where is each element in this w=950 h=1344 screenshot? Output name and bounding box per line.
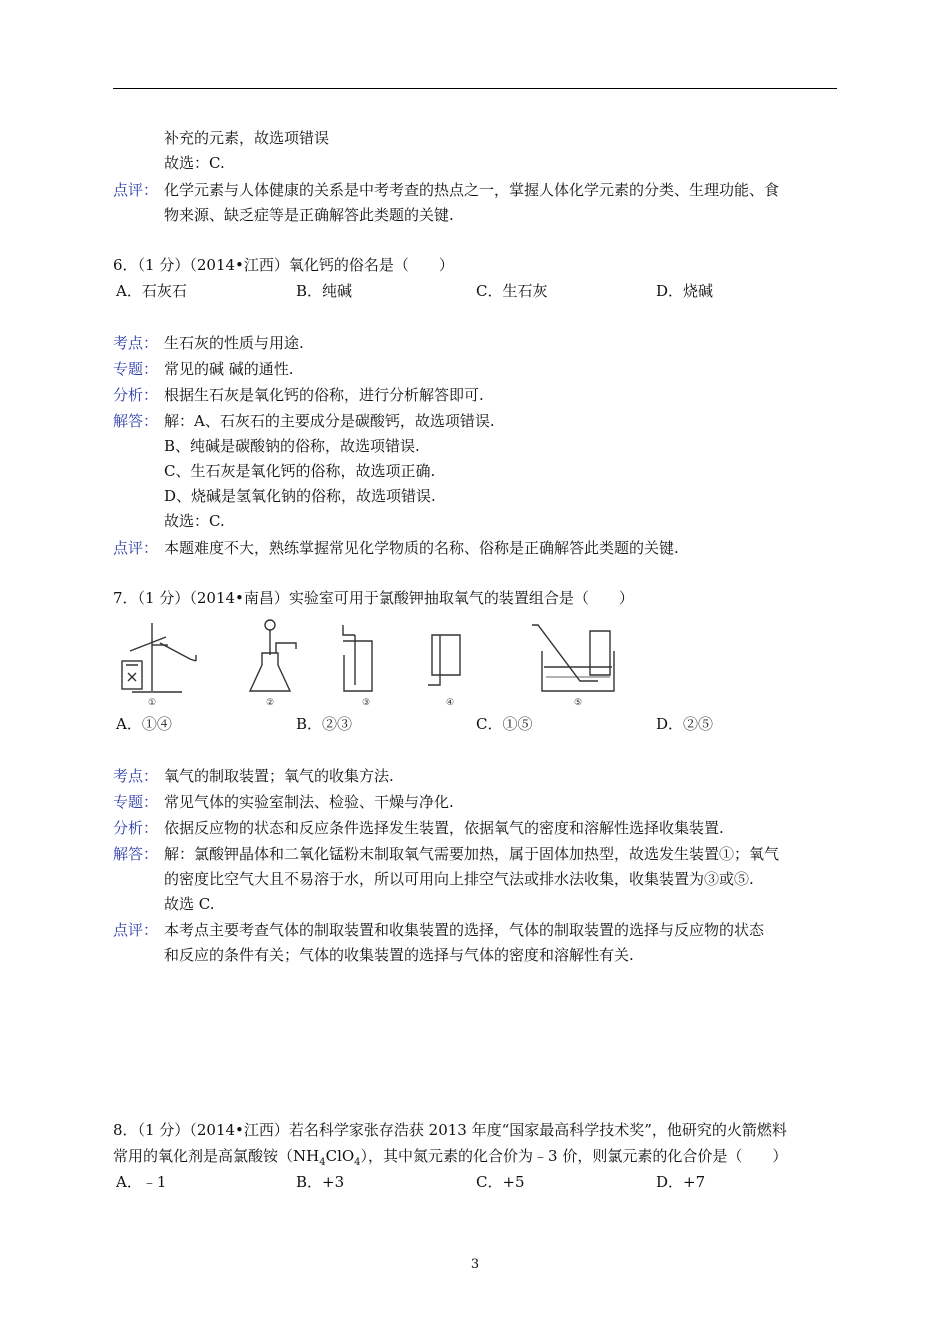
q6-jieda-line: B、纯碱是碳酸钠的俗称，故选项错误.: [164, 437, 420, 455]
prev-answer-choice: 故选：C.: [164, 154, 225, 172]
q7-kaodian-label: 考点：: [113, 767, 159, 785]
q8-option-c: C．+5: [476, 1173, 525, 1191]
q8-stem-line2: [113, 1146, 787, 1173]
q7-jieda-line: 故选 C.: [164, 895, 215, 913]
q6-kaodian-label: 考点：: [113, 334, 159, 352]
q6-fenxi: 根据生石灰是氧化钙的俗称，进行分析解答即可.: [164, 386, 484, 404]
q7-jieda-line: 解：氯酸钾晶体和二氧化锰粉末制取氧气需要加热，属于固体加热型，故选发生装置①；氧气: [164, 845, 780, 863]
header-rule: [113, 88, 837, 89]
q7-stem: 7．（1 分）（2014•南昌）实验室可用于氯酸钾抽取氧气的装置组合是（ ）: [113, 589, 634, 607]
q7-zhuanti-label: 专题：: [113, 793, 159, 811]
q7-jieda-label: 解答：: [113, 845, 159, 863]
q6-stem: 6．（1 分）（2014•江西）氧化钙的俗名是（ ）: [113, 256, 454, 274]
q8-subscript: 4: [354, 1157, 361, 1168]
q6-option-b: B．纯碱: [296, 282, 353, 300]
q6-jieda-label: 解答：: [113, 412, 159, 430]
q7-dianping-line: 和反应的条件有关；气体的收集装置的选择与气体的密度和溶解性有关.: [164, 946, 634, 964]
q7-kaodian: 氧气的制取装置；氧气的收集方法.: [164, 767, 394, 785]
q7-option-c: C．①⑤: [476, 715, 533, 733]
apparatus-5-water-displacement: [532, 625, 614, 691]
apparatus-2-flask: [250, 620, 296, 691]
q7-zhuanti: 常见气体的实验室制法、检验、干燥与净化.: [164, 793, 454, 811]
prev-review-line2: 物来源、缺乏症等是正确解答此类题的关键.: [164, 206, 454, 224]
apparatus-3-upward-air: [343, 625, 372, 691]
q6-dianping: 本题难度不大，熟练掌握常见化学物质的名称、俗称是正确解答此类题的关键.: [164, 539, 679, 557]
q6-option-a: A．石灰石: [116, 282, 187, 300]
q6-jieda-line: D、烧碱是氢氧化钠的俗称，故选项错误.: [164, 487, 436, 505]
q7-jieda-line: 的密度比空气大且不易溶于水，所以可用向上排空气法或排水法收集，收集装置为③或⑤.: [164, 870, 754, 888]
apparatus-1-heating: [122, 623, 196, 692]
figure-label-4: ④: [445, 698, 455, 708]
apparatus-4-downward-air: [428, 635, 460, 685]
figure-label-2: ②: [265, 698, 275, 708]
q6-option-c: C．生石灰: [476, 282, 548, 300]
q6-jieda-line: 解：A、石灰石的主要成分是碳酸钙，故选项错误.: [164, 412, 495, 430]
q8-option-b: B．+3: [296, 1173, 345, 1191]
q6-option-d: D．烧碱: [656, 282, 714, 300]
q6-zhuanti-label: 专题：: [113, 360, 159, 378]
q6-jieda-line: C、生石灰是氧化钙的俗称，故选项正确.: [164, 462, 436, 480]
figure-label-1: ①: [147, 698, 157, 708]
q6-zhuanti: 常见的碱 碱的通性.: [164, 360, 294, 378]
prev-review-line1: 化学元素与人体健康的关系是中考考查的热点之一，掌握人体化学元素的分类、生理功能、食: [164, 181, 780, 199]
q8-option-a: A．﹣1: [116, 1173, 167, 1191]
q7-option-a: A．①④: [116, 715, 172, 733]
q6-jieda-line: 故选：C.: [164, 512, 225, 530]
q8-stem-part: ），其中氮元素的化合价为﹣3 价，则氯元素的化合价是（ ）: [360, 1147, 788, 1165]
q8-stem-part: 常用的氧化剂是高氯酸铵（NH: [113, 1147, 320, 1165]
q7-fenxi: 依据反应物的状态和反应条件选择发生装置，依据氧气的密度和溶解性选择收集装置.: [164, 819, 724, 837]
page-number: 3: [470, 1257, 480, 1272]
q7-dianping-label: 点评：: [113, 921, 159, 939]
q8-option-d: D．+7: [656, 1173, 706, 1191]
apparatus-figure: [110, 615, 630, 710]
figure-label-5: ⑤: [573, 698, 583, 708]
q7-option-d: D．②⑤: [656, 715, 714, 733]
q7-option-b: B．②③: [296, 715, 353, 733]
q7-dianping-line: 本考点主要考查气体的制取装置和收集装置的选择，气体的制取装置的选择与反应物的状态: [164, 921, 765, 939]
q8-stem-line1: 8．（1 分）（2014•江西）若名科学家张存浩获 2013 年度“国家最高科学技术奖”，他研究的火箭燃料: [113, 1121, 787, 1139]
prev-answer-cont: 补充的元素，故选项错误: [164, 129, 330, 147]
q6-fenxi-label: 分析：: [113, 386, 159, 404]
q6-kaodian: 生石灰的性质与用途.: [164, 334, 304, 352]
prev-review-label: 点评：: [113, 181, 159, 199]
q6-dianping-label: 点评：: [113, 539, 159, 557]
q7-fenxi-label: 分析：: [113, 819, 159, 837]
figure-label-3: ③: [361, 698, 371, 708]
q8-subscript: 4: [319, 1157, 326, 1168]
q8-stem-part: ClO: [325, 1147, 355, 1165]
